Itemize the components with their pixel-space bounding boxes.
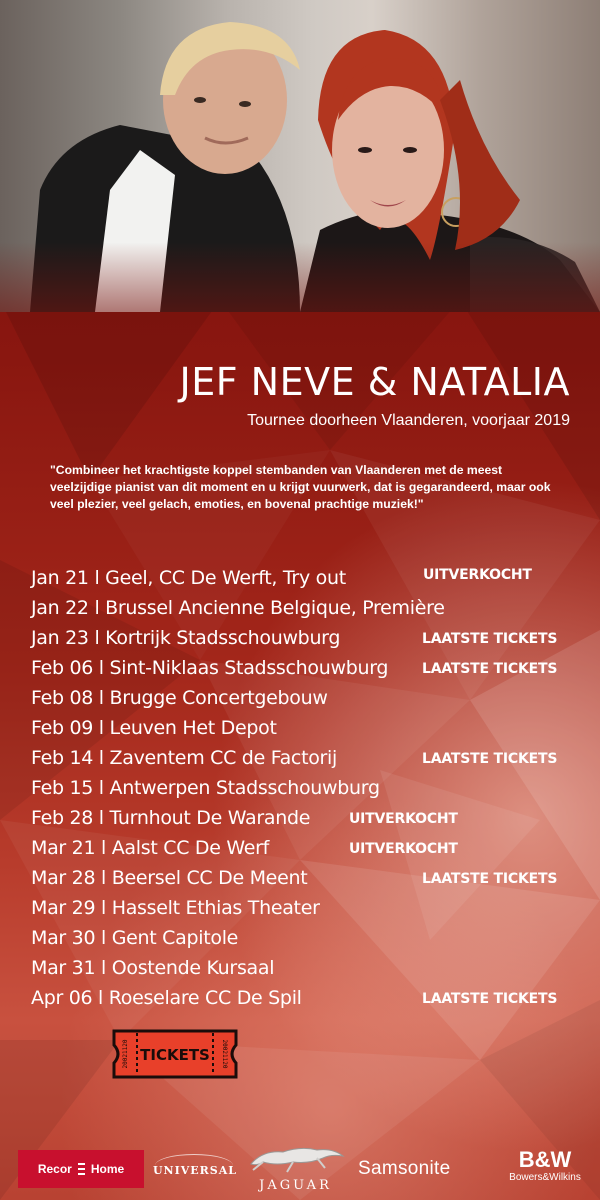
- recor-home-logo[interactable]: [18, 1150, 144, 1188]
- tour-date-text: Jan 21 l Geel, CC De Werft, Try out: [31, 567, 346, 589]
- recor-home-left: Recor: [37, 1162, 72, 1176]
- bowers-wilkins-logo[interactable]: [495, 1148, 595, 1183]
- tour-date-row: [0, 837, 600, 867]
- page-title: JEF NEVE & NATALIA: [179, 360, 570, 404]
- tour-date-row: [0, 927, 600, 957]
- universal-logo[interactable]: [150, 1160, 240, 1190]
- tour-date-status: UITVERKOCHT: [349, 811, 458, 827]
- tour-date-status: LAATSTE TICKETS: [422, 661, 558, 677]
- tour-date-row: [0, 687, 600, 717]
- bw-monogram: B&W: [518, 1147, 572, 1172]
- tour-date-row: [0, 807, 600, 837]
- quote: "Combineer het krachtigste koppel stembanden van Vlaanderen met de meest veelzijdige pianist van dit moment en u krijgt vuurwerk, dat is gegarandeerd, maar ook veel plezier, veel gelach, emoties, en bovenal prachtige muziek!": [50, 463, 551, 511]
- ticket-serial-right: 20021120: [221, 1039, 228, 1069]
- tour-date-text: Mar 28 l Beersel CC De Meent: [31, 867, 308, 889]
- tour-date-text: Mar 30 l Gent Capitole: [31, 927, 239, 949]
- tour-date-text: Feb 09 l Leuven Het Depot: [31, 717, 277, 739]
- ticket-serial-left: 20021120: [122, 1039, 129, 1069]
- tour-date-row: [0, 747, 600, 777]
- tour-date-row: [0, 777, 600, 807]
- tour-date-status: LAATSTE TICKETS: [422, 751, 558, 767]
- tickets-label: TICKETS: [140, 1046, 210, 1064]
- tour-date-text: Mar 31 l Oostende Kursaal: [31, 957, 275, 979]
- jaguar-leaper-icon: [243, 1140, 348, 1174]
- tour-date-text: Jan 22 l Brussel Ancienne Belgique, Première: [31, 597, 445, 619]
- tour-date-text: Feb 15 l Antwerpen Stadsschouwburg: [31, 777, 380, 799]
- tour-date-row: [0, 567, 600, 597]
- tour-date-row: [0, 717, 600, 747]
- tour-date-row: [0, 627, 600, 657]
- tour-date-status: LAATSTE TICKETS: [422, 631, 558, 647]
- tour-date-status: LAATSTE TICKETS: [422, 871, 558, 887]
- tour-date-text: Feb 06 l Sint-Niklaas Stadsschouwburg: [31, 657, 389, 679]
- recor-home-right: Home: [90, 1162, 125, 1176]
- jaguar-label: JAGUAR: [259, 1178, 332, 1193]
- tour-date-text: Jan 23 l Kortrijk Stadsschouwburg: [31, 627, 341, 649]
- tour-date-text: Feb 14 l Zaventem CC de Factorij: [31, 747, 338, 769]
- tour-date-row: [0, 657, 600, 687]
- tour-date-row: [0, 957, 600, 987]
- sponsor-logos: [0, 1140, 600, 1200]
- tour-date-status: UITVERKOCHT: [349, 841, 458, 857]
- samsonite-logo[interactable]: Samsonite: [358, 1158, 451, 1179]
- tour-date-status: LAATSTE TICKETS: [422, 991, 558, 1007]
- tour-date-status: UITVERKOCHT: [423, 567, 532, 583]
- tickets-button[interactable]: [110, 1027, 240, 1081]
- subtitle: Tournee doorheen Vlaanderen, voorjaar 2019: [247, 412, 570, 429]
- recor-home-bars-icon: [78, 1163, 85, 1175]
- universal-label: UNIVERSAL: [152, 1164, 238, 1177]
- tour-date-row: [0, 897, 600, 927]
- tour-date-row: [0, 867, 600, 897]
- jaguar-logo[interactable]: [243, 1140, 348, 1196]
- tour-date-row: [0, 597, 600, 627]
- tour-date-row: [0, 987, 600, 1017]
- tour-date-text: Feb 28 l Turnhout De Warande: [31, 807, 311, 829]
- tour-date-text: Mar 29 l Hasselt Ethias Theater: [31, 897, 320, 919]
- ticket-icon: [110, 1027, 240, 1081]
- tour-date-text: Apr 06 l Roeselare CC De Spil: [31, 987, 302, 1009]
- tour-date-text: Feb 08 l Brugge Concertgebouw: [31, 687, 328, 709]
- tour-date-text: Mar 21 l Aalst CC De Werf: [31, 837, 270, 859]
- bw-wordmark: Bowers&Wilkins: [509, 1172, 581, 1183]
